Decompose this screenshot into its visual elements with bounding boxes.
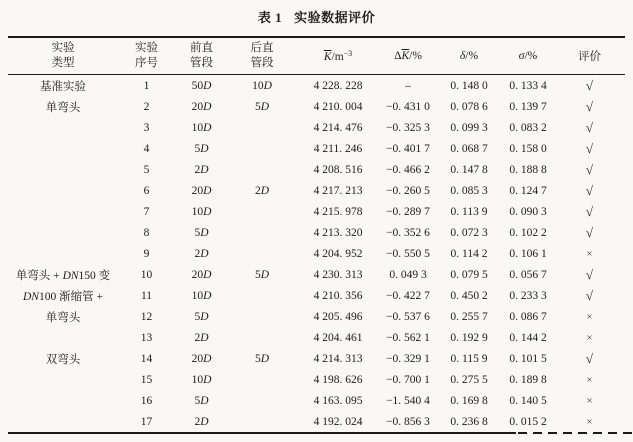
table-row (8, 180, 625, 201)
cell-sigma: 0. 056 7 (509, 268, 547, 281)
cell-no: 11 (140, 289, 153, 302)
cell-dkbar: −0. 260 5 (386, 184, 430, 197)
cell-delta: 0. 148 0 (450, 79, 488, 92)
column-header-rear-straight-pipe: 后直 管段 (250, 42, 274, 69)
table-bottom-rule (8, 432, 625, 434)
cell-sigma: 0. 090 3 (509, 205, 547, 218)
cell-rear: 2D (254, 184, 270, 197)
cell-type: 基准实验 (40, 80, 86, 93)
cell-no: 9 (143, 247, 150, 260)
cell-sigma: 0. 086 7 (509, 310, 547, 323)
cell-front: 2D (194, 247, 209, 260)
cell-kbar: 4 163. 095 (313, 394, 363, 407)
cell-no: 4 (143, 142, 150, 155)
column-header-experiment-type: 实验 类型 (51, 42, 75, 69)
cell-sigma: 0. 102 2 (509, 226, 547, 239)
cell-eval: × (586, 247, 593, 260)
cell-kbar: 4 217. 213 (313, 184, 363, 197)
table-row (8, 285, 625, 306)
cell-delta: 0. 068 7 (450, 142, 488, 155)
table-row (8, 264, 625, 285)
cell-sigma: 0. 144 2 (509, 331, 547, 344)
table-row (8, 369, 625, 390)
cell-sigma: 0. 189 8 (509, 373, 547, 386)
cell-front: 5D (194, 394, 209, 407)
cell-dkbar: −0. 401 7 (386, 142, 430, 155)
table-row (8, 75, 625, 96)
scan-damage-dashes (518, 432, 633, 434)
cell-no: 8 (143, 226, 150, 239)
cell-delta: 0. 255 7 (450, 310, 488, 323)
cell-kbar: 4 213. 320 (313, 226, 363, 239)
cell-sigma: 0. 188 8 (509, 163, 547, 176)
cell-eval: × (586, 415, 593, 428)
cell-front: 10D (191, 205, 212, 218)
cell-dkbar: – (405, 79, 411, 92)
cell-no: 12 (140, 310, 153, 323)
cell-kbar: 4 208. 516 (313, 163, 363, 176)
cell-delta: 0. 147 8 (450, 163, 488, 176)
cell-eval: √ (585, 77, 594, 93)
cell-kbar: 4 228. 228 (313, 79, 363, 92)
table-row (8, 411, 625, 432)
table-row (8, 243, 625, 264)
cell-no: 13 (140, 331, 153, 344)
cell-delta: 0. 169 8 (450, 394, 488, 407)
cell-dkbar: −0. 329 1 (386, 352, 430, 365)
cell-kbar: 4 230. 313 (313, 268, 363, 281)
cell-type: 单弯头 + DN150 变 (15, 269, 111, 282)
cell-sigma: 0. 106 1 (509, 247, 547, 260)
table-row (8, 201, 625, 222)
bottom-rule-solid (8, 432, 516, 434)
column-header-delta: δ/% (459, 50, 479, 62)
data-table (8, 36, 625, 434)
cell-sigma: 0. 158 0 (509, 142, 547, 155)
cell-dkbar: −0. 422 7 (386, 289, 430, 302)
table-body (8, 75, 625, 432)
table-row (8, 327, 625, 348)
cell-dkbar: −0. 289 7 (386, 205, 430, 218)
cell-dkbar: −0. 856 3 (386, 415, 430, 428)
cell-eval: × (586, 331, 593, 344)
cell-dkbar: −0. 352 6 (386, 226, 430, 239)
cell-delta: 0. 078 6 (450, 100, 488, 113)
cell-delta: 0. 085 3 (450, 184, 488, 197)
cell-eval: √ (585, 350, 594, 366)
cell-no: 7 (143, 205, 150, 218)
cell-delta: 0. 115 9 (450, 352, 488, 365)
cell-type: 双弯头 (45, 353, 81, 366)
cell-kbar: 4 204. 952 (313, 247, 363, 260)
cell-eval: √ (585, 161, 594, 177)
cell-dkbar: −0. 466 2 (386, 163, 430, 176)
cell-delta: 0. 192 9 (450, 331, 488, 344)
cell-front: 5D (194, 226, 209, 239)
cell-kbar: 4 215. 978 (313, 205, 363, 218)
cell-front: 2D (194, 331, 209, 344)
cell-front: 2D (194, 163, 209, 176)
column-header-front-straight-pipe: 前直 管段 (190, 42, 213, 69)
cell-kbar: 4 210. 356 (313, 289, 363, 302)
cell-sigma: 0. 015 2 (502, 416, 554, 428)
cell-delta: 0. 072 3 (450, 226, 488, 239)
cell-eval: √ (585, 224, 594, 240)
column-header-delta-kbar: $\Delta\overline{K}/\%$ (394, 50, 422, 62)
cell-no: 10 (140, 268, 153, 281)
cell-type: 单弯头 (45, 101, 81, 114)
cell-delta: 0. 275 5 (450, 373, 488, 386)
cell-delta: 0. 236 8 (450, 415, 488, 428)
cell-eval: √ (585, 140, 594, 156)
cell-kbar: 4 205. 496 (313, 310, 363, 323)
cell-sigma: 0. 133 4 (509, 79, 547, 92)
column-header-kbar: $\overline{K}/m^{-3}$ (323, 49, 353, 63)
cell-no: 1 (143, 79, 150, 92)
cell-type: DN100 渐缩管 + (23, 290, 103, 303)
table-caption-title: 实验数据评价 (294, 10, 376, 25)
cell-no: 16 (140, 394, 153, 407)
cell-eval: √ (585, 287, 594, 303)
cell-eval: √ (585, 182, 594, 198)
column-header-sigma: σ/% (518, 50, 538, 62)
cell-front: 10D (191, 121, 212, 134)
cell-dkbar: −0. 562 1 (386, 331, 430, 344)
cell-front: 20D (191, 100, 212, 113)
cell-front: 10D (191, 373, 212, 386)
cell-sigma: 0. 233 3 (509, 289, 547, 302)
cell-front: 5D (194, 142, 209, 155)
table-row (8, 306, 625, 327)
cell-sigma: 0. 124 7 (509, 184, 547, 197)
cell-no: 14 (140, 352, 153, 365)
cell-rear: 5D (254, 100, 270, 113)
table-caption-number: 表 1 (257, 10, 283, 25)
cell-delta: 0. 114 2 (450, 247, 488, 260)
cell-no: 17 (140, 415, 153, 428)
table-caption (0, 7, 633, 26)
cell-front: 20D (191, 184, 212, 197)
cell-eval: × (586, 310, 593, 323)
table-row (8, 96, 625, 117)
table-row (8, 222, 625, 243)
cell-delta: 0. 450 2 (450, 289, 488, 302)
cell-eval: × (586, 394, 593, 407)
cell-kbar: 4 214. 476 (313, 121, 363, 134)
cell-kbar: 4 204. 461 (313, 331, 363, 344)
cell-sigma: 0. 101 5 (509, 352, 547, 365)
cell-delta: 0. 099 3 (450, 121, 488, 134)
table-row (8, 348, 625, 369)
cell-front: 50D (191, 79, 212, 92)
table-row (8, 117, 625, 138)
table-row (8, 390, 625, 411)
cell-kbar: 4 214. 313 (313, 352, 363, 365)
cell-kbar: 4 211. 246 (313, 142, 363, 155)
table-row (8, 159, 625, 180)
cell-dkbar: −0. 431 0 (386, 100, 430, 113)
column-header-evaluation: 评价 (578, 51, 601, 63)
cell-dkbar: −0. 325 3 (386, 121, 430, 134)
cell-sigma: 0. 083 2 (509, 121, 547, 134)
cell-no: 5 (143, 163, 150, 176)
cell-eval: × (586, 373, 593, 386)
cell-dkbar: −0. 700 1 (386, 373, 430, 386)
cell-no: 2 (143, 100, 150, 113)
cell-no: 15 (140, 373, 153, 386)
table-header-row (8, 36, 625, 75)
cell-rear: 10D (252, 79, 272, 92)
cell-delta: 0. 079 5 (450, 268, 488, 281)
cell-dkbar: −0. 537 6 (386, 310, 430, 323)
cell-sigma: 0. 139 7 (509, 100, 547, 113)
cell-kbar: 4 198. 626 (313, 373, 363, 386)
cell-front: 5D (194, 310, 209, 323)
cell-eval: √ (585, 203, 594, 219)
cell-kbar: 4 210. 004 (313, 100, 363, 113)
cell-dkbar: −0. 550 5 (386, 247, 430, 260)
cell-no: 3 (143, 121, 150, 134)
cell-rear: 5D (254, 268, 270, 281)
column-header-experiment-no: 实验 序号 (135, 42, 158, 69)
cell-eval: √ (585, 119, 594, 135)
cell-front: 20D (191, 352, 212, 365)
table-row (8, 138, 625, 159)
cell-type: 单弯头 (45, 311, 81, 324)
cell-eval: √ (585, 98, 594, 114)
cell-rear: 5D (254, 352, 270, 365)
cell-front: 20D (191, 268, 212, 281)
cell-front: 2D (194, 415, 209, 428)
cell-dkbar: 0. 049 3 (389, 268, 427, 281)
cell-sigma: 0. 140 5 (509, 394, 547, 407)
cell-delta: 0. 113 9 (450, 205, 488, 218)
cell-dkbar: −1. 540 4 (386, 394, 430, 407)
cell-no: 6 (143, 184, 150, 197)
cell-kbar: 4 192. 024 (313, 415, 363, 428)
cell-eval: √ (585, 266, 594, 282)
cell-front: 10D (191, 289, 212, 302)
